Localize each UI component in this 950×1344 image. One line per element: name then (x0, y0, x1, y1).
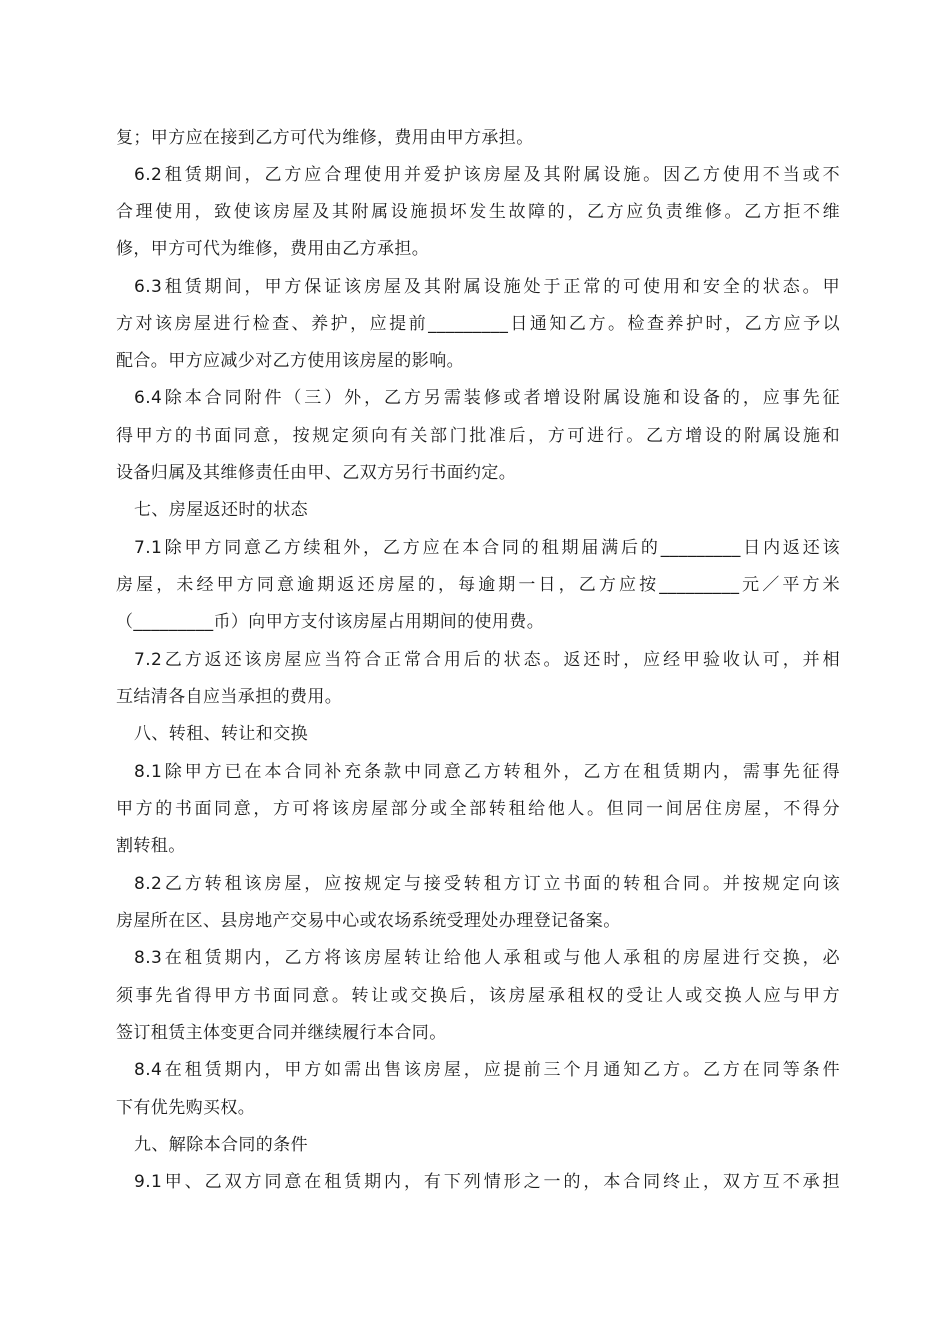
clause-9-1-line: 9.1甲、乙双方同意在租赁期内，有下列情形之一的，本合同终止，双方互不承担 (134, 1172, 840, 1192)
paragraph-line: 房屋所在区、县房地产交易中心或农场系统受理处办理登记备案。 (116, 911, 621, 931)
paragraph-line: 设备归属及其维修责任由甲、乙双方另行书面约定。 (116, 463, 517, 483)
paragraph-line: 得甲方的书面同意，按规定须向有关部门批准后，方可进行。乙方增设的附属设施和 (116, 426, 840, 446)
paragraph-line: 须事先省得甲方书面同意。转让或交换后，该房屋承租权的受让人或交换人应与甲方 (116, 986, 840, 1006)
clause-7-1-line: 7.1除甲方同意乙方续租外，乙方应在本合同的租期届满后的_________日内返还该 (134, 538, 840, 558)
section-heading-8: 八、转租、转让和交换 (134, 724, 308, 744)
clause-7-2-line: 7.2乙方返还该房屋应当符合正常合用后的状态。返还时，应经甲验收认可，并相 (134, 650, 840, 670)
paragraph-line: 方对该房屋进行检查、养护，应提前_________日通知乙方。检查养护时，乙方应予以 (116, 314, 840, 334)
section-heading-9: 九、解除本合同的条件 (134, 1135, 308, 1155)
paragraph-line: 甲方的书面同意，方可将该房屋部分或全部转租给他人。但同一间居住房屋，不得分 (116, 799, 840, 819)
clause-8-4-line: 8.4在租赁期内，甲方如需出售该房屋，应提前三个月通知乙方。乙方在同等条件 (134, 1060, 840, 1080)
paragraph-line: 签订租赁主体变更合同并继续履行本合同。 (116, 1023, 447, 1043)
paragraph-line: 割转租。 (116, 836, 186, 856)
clause-8-2-line: 8.2乙方转租该房屋，应按规定与接受转租方订立书面的转租合同。并按规定向该 (134, 874, 840, 894)
clause-8-1-line: 8.1除甲方已在本合同补充条款中同意乙方转租外，乙方在租赁期内，需事先征得 (134, 762, 840, 782)
paragraph-line: 互结清各自应当承担的费用。 (116, 687, 343, 707)
clause-6-3-line: 6.3租赁期间，甲方保证该房屋及其附属设施处于正常的可使用和安全的状态。甲 (134, 277, 840, 297)
paragraph-line: 合理使用，致使该房屋及其附属设施损坏发生故障的，乙方应负责维修。乙方拒不维 (116, 202, 840, 222)
paragraph-line: （_________币）向甲方支付该房屋占用期间的使用费。 (116, 612, 545, 632)
paragraph-line: 配合。甲方应减少对乙方使用该房屋的影响。 (116, 351, 464, 371)
clause-8-3-line: 8.3在租赁期内，乙方将该房屋转让给他人承租或与他人承租的房屋进行交换，必 (134, 948, 840, 968)
paragraph-line: 房屋，未经甲方同意逾期返还房屋的，每逾期一日，乙方应按_________元／平方米 (116, 575, 840, 595)
section-heading-7: 七、房屋返还时的状态 (134, 500, 308, 520)
paragraph-line: 下有优先购买权。 (116, 1098, 256, 1118)
paragraph-line: 复；甲方应在接到乙方可代为维修，费用由甲方承担。 (116, 128, 534, 148)
clause-6-2-line: 6.2租赁期间，乙方应合理使用并爱护该房屋及其附属设施。因乙方使用不当或不 (134, 165, 840, 185)
paragraph-line: 修，甲方可代为维修，费用由乙方承担。 (116, 239, 430, 259)
clause-6-4-line: 6.4除本合同附件（三）外，乙方另需装修或者增设附属设施和设备的，应事先征 (134, 388, 840, 408)
